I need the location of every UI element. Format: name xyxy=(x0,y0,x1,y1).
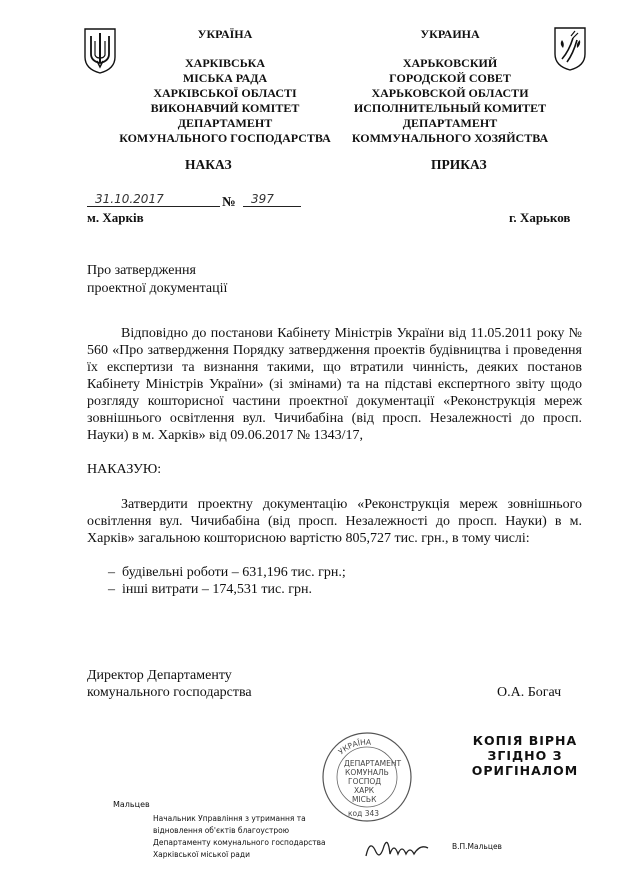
copy-stamp xyxy=(466,733,584,778)
decision-paragraph: Затвердити проектну документацію «Реконструкція мереж зовнішнього освітлення вул. Чичибабіна (від просп. Незалежності до просп. Науки) в м. Харків» загальною кошторисною вартістю 805,727 тис. грн., в тому числі: xyxy=(87,497,582,546)
order-number: 397 xyxy=(251,192,274,206)
list-item xyxy=(108,564,346,581)
kharkiv-coat-of-arms-icon xyxy=(553,26,587,72)
signer-name: О.А. Богач xyxy=(497,685,562,700)
certification-line: Харківської міської ради xyxy=(153,850,250,859)
number-line xyxy=(243,206,301,207)
copy-stamp-line: ЗГІДНО З xyxy=(487,748,563,763)
list-item-text: будівельні роботи – 631,196 тис. грн.; xyxy=(122,565,346,580)
header-left-line: ХАРКІВСЬКА xyxy=(184,56,265,70)
subject-line: Про затвердження xyxy=(87,263,196,278)
copy-stamp-line: КОПІЯ ВІРНА xyxy=(472,733,578,748)
header-right-line: ДЕПАРТАМЕНТ xyxy=(402,116,498,130)
header-right xyxy=(350,27,550,146)
header-right-line: КОММУНАЛЬНОГО ХОЗЯЙСТВА xyxy=(351,131,549,145)
header-right-line: ХАРЬКОВСКИЙ xyxy=(402,56,498,70)
preamble-paragraph: Відповідно до постанови Кабінету Міністрів України від 11.05.2011 року № 560 «Про затвердження Порядку затвердження проектів будівництва і проведення їх експертизи та визнання такими, що втратили чинність, деяких постанов Кабінету Міністрів України» (зі змінами) та на підставі експертного звіту щодо розгляду кошторисної частини проектної документації «Реконструкція мереж зовнішнього освітлення вул. Чичибабіна (від просп. Незалежності до просп. Науки) в м. Харків» від 09.06.2017 № 1343/17, xyxy=(87,326,582,443)
header-right-line: ИСПОЛНИТЕЛЬНЫЙ КОМИТЕТ xyxy=(353,101,547,115)
doc-type-ua: НАКАЗ xyxy=(185,157,232,172)
header-right-line: ГОРОДСКОЙ СОВЕТ xyxy=(389,71,511,85)
list-dash: – xyxy=(108,565,122,580)
certifier-name: В.П.Мальцев xyxy=(452,842,502,851)
seal-inner-line: КОМУНАЛЬ xyxy=(345,768,389,777)
certification-block xyxy=(153,813,326,861)
order-date: 31.10.2017 xyxy=(95,192,164,206)
certification-line: відновлення об'єктів благоустрою xyxy=(153,826,290,835)
header-right-line: ХАРЬКОВСКОЙ ОБЛАСТИ xyxy=(371,86,529,100)
header-left-line: МІСЬКА РАДА xyxy=(182,71,268,85)
header-left-line: КОМУНАЛЬНОГО ГОСПОДАРСТВА xyxy=(119,131,331,145)
handwritten-signature-icon xyxy=(362,832,432,864)
round-seal-icon xyxy=(318,722,414,832)
list-item-text: інші витрати – 174,531 тис. грн. xyxy=(122,582,312,597)
header-left-country: УКРАЇНА xyxy=(197,27,253,41)
seal-inner-line: ДЕПАРТАМЕНТ xyxy=(344,759,402,768)
header-left-line: ДЕПАРТАМЕНТ xyxy=(177,116,273,130)
number-sign: № xyxy=(222,194,236,209)
header-left xyxy=(100,27,350,146)
seal-code: код 343 xyxy=(348,809,380,818)
seal-inner-line: ГОСПОД xyxy=(348,777,382,786)
subject-line: проектної документації xyxy=(87,281,228,296)
order-word: НАКАЗУЮ: xyxy=(87,462,162,477)
seal-outer-text: УКРАЇНА xyxy=(336,737,372,757)
certification-line: Начальник Управління з утримання та xyxy=(153,814,306,823)
executor-name: Мальцев xyxy=(113,800,150,809)
city-ru: г. Харьков xyxy=(509,210,571,225)
seal-inner-line: МІСЬК xyxy=(352,795,377,804)
signer-position-line: Директор Департаменту xyxy=(87,668,232,683)
list-dash: – xyxy=(108,582,122,597)
list-item xyxy=(108,581,312,598)
header-left-line: ВИКОНАВЧИЙ КОМІТЕТ xyxy=(150,101,300,115)
city-ua: м. Харків xyxy=(87,210,144,225)
signer-position-line: комунального господарства xyxy=(87,685,252,700)
date-line xyxy=(87,206,220,207)
seal-inner-line: ХАРК xyxy=(354,786,375,795)
doc-type-ru: ПРИКАЗ xyxy=(431,157,487,172)
header-left-line: ХАРКІВСЬКОЇ ОБЛАСТІ xyxy=(153,86,297,100)
certification-line: Департаменту комунального господарства xyxy=(153,838,326,847)
header-right-country: УКРАИНА xyxy=(420,27,480,41)
copy-stamp-line: ОРИГІНАЛОМ xyxy=(471,763,579,778)
